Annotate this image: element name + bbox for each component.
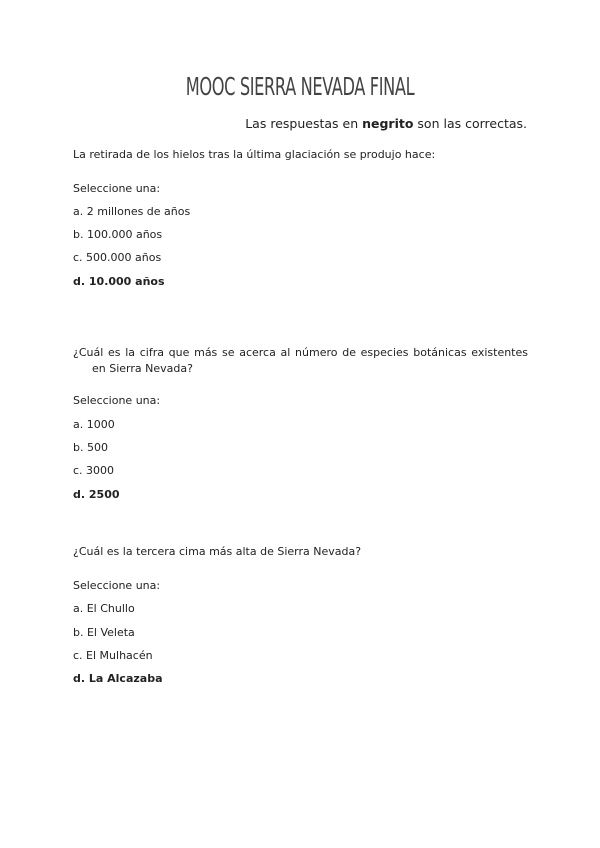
question-3-option-c: c. El Mulhacén [73,649,153,662]
question-3-select-label: Seleccione una: [73,579,161,592]
question-1-option-d-correct: d. 10.000 años [73,275,165,288]
question-2-option-a: a. 1000 [73,418,115,431]
answer-key-note [245,116,527,131]
note-after: son las correctas. [413,116,527,131]
question-2-text [73,345,528,377]
question-2-select-label: Seleccione una: [73,394,161,407]
question-1-option-c: c. 500.000 años [73,251,162,264]
page-title: MOOC SIERRA NEVADA FINAL [185,72,415,101]
question-2-text-content: ¿Cuál es la cifra que más se acerca al número de especies botánicas existentes en Sierra Nevada? [73,346,528,375]
question-2-option-b: b. 500 [73,441,108,454]
question-3-text: ¿Cuál es la tercera cima más alta de Sierra Nevada? [73,545,362,558]
question-3-option-b: b. El Veleta [73,626,135,639]
note-bold: negrito [362,116,414,131]
question-2-option-c: c. 3000 [73,464,115,477]
question-1-select-label: Seleccione una: [73,182,161,195]
question-1-text: La retirada de los hielos tras la última glaciación se produjo hace: [73,148,436,161]
question-1-option-b: b. 100.000 años [73,228,163,241]
question-3-option-d-correct: d. La Alcazaba [73,672,163,685]
question-2-option-d-correct: d. 2500 [73,488,120,501]
note-before: Las respuestas en [245,116,363,131]
question-1-option-a: a. 2 millones de años [73,205,191,218]
question-3-option-a: a. El Chullo [73,602,135,615]
